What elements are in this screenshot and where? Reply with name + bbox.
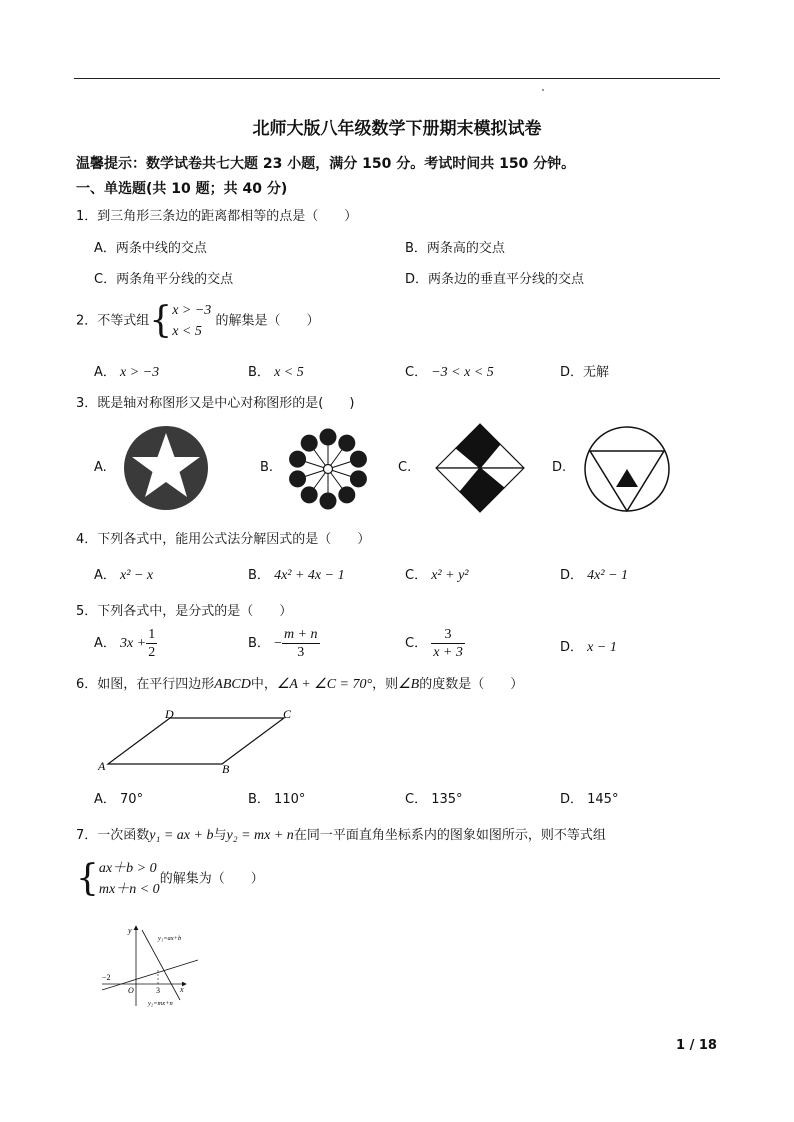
q3-option-c: C. — [398, 460, 412, 475]
q2-option-a-label: A． — [94, 365, 116, 380]
q5-option-d — [560, 636, 617, 656]
q6-stem — [76, 673, 523, 693]
q5-option-b — [248, 626, 320, 661]
q5-option-a-label: A． — [94, 636, 116, 651]
q1-option-d: D．两条边的垂直平分线的交点 — [405, 272, 585, 287]
q5-option-d-label: D． — [560, 640, 584, 655]
fraction-denominator: 2 — [148, 645, 156, 660]
ring-circle — [301, 435, 318, 452]
q7-stem-text: 7．一次函数 — [76, 828, 150, 843]
vertex-label-a: A — [98, 759, 106, 773]
q7-function-1: y₁ = ax + b — [149, 828, 214, 843]
q6-stem-text: 的度数是（ ） — [419, 677, 524, 692]
star-in-circle-figure — [123, 425, 209, 511]
q6-option-c: C． 135° — [405, 792, 463, 807]
ring-circle — [350, 470, 367, 487]
tick-label-neg2: −2 — [102, 973, 111, 982]
q1-stem: 1．到三角形三条边的距离都相等的点是（ ） — [76, 209, 358, 224]
q7-system — [99, 858, 160, 900]
page-title: 北师大版八年级数学下册期末模拟试卷 — [252, 119, 542, 139]
q5-option-c — [405, 626, 465, 661]
q3-option-b: B. — [260, 460, 274, 475]
q3-option-a: A. — [94, 460, 107, 475]
ring-circle — [289, 470, 306, 487]
tick-label-3: 3 — [156, 986, 160, 995]
origin-label: O — [128, 986, 134, 995]
q6-stem-text: ，则 — [372, 677, 399, 692]
q3-option-d: D. — [552, 460, 567, 475]
q2-option-a-math: x > −3 — [120, 365, 160, 380]
q2-suffix: 的解集是（ ） — [215, 313, 320, 329]
q2-sys-line2: x < 5 — [172, 324, 202, 339]
q6-math-angle-b: ∠B — [398, 677, 420, 692]
q7-sys-line2: mx＋n < 0 — [98, 882, 160, 897]
q2-option-b-math: x < 5 — [274, 365, 304, 380]
q1-option-b: B．两条高的交点 — [405, 241, 505, 256]
q6-math-abcd: ABCD — [214, 677, 251, 692]
q6-math-angles: ∠A + ∠C = 70° — [276, 677, 373, 692]
q4-option-c — [405, 564, 469, 584]
fraction-denominator: x + 3 — [433, 645, 463, 660]
q6-option-a: A． 70° — [94, 792, 144, 807]
header-dot — [542, 89, 544, 91]
q6-option-b: B． 110° — [248, 792, 306, 807]
ring-circle — [320, 493, 337, 510]
fraction-numerator: 3 — [431, 626, 465, 644]
q5-option-a — [94, 626, 157, 661]
ring-circle — [289, 451, 306, 468]
page-number: 1 / 18 — [676, 1038, 717, 1053]
q5-option-b-label: B． — [248, 636, 270, 651]
q4-option-b-label: B． — [248, 568, 270, 583]
q4-option-a-math: x² − x — [120, 568, 154, 583]
parallelogram-figure — [96, 706, 302, 776]
q7-stem-text: 在同一平面直角坐标系内的图象如图所示，则不等式组 — [293, 828, 606, 843]
q7-sys-line1: ax＋b > 0 — [98, 861, 157, 876]
q2-option-d: D．无解 — [560, 365, 610, 380]
header-rule — [74, 78, 720, 79]
brace-icon: { — [76, 858, 99, 899]
fraction-denominator: 3 — [297, 645, 305, 660]
ring-circle — [320, 429, 337, 446]
q3-stem: 3．既是轴对称图形又是中心对称图形的是( ) — [76, 396, 355, 411]
q4-option-d-label: D． — [560, 568, 584, 583]
q2-option-a — [94, 361, 159, 381]
line-label-y1: y₁=ax+b — [158, 935, 182, 942]
q4-option-a-label: A． — [94, 568, 116, 583]
line-label-y2: y₂=mx+n — [148, 1000, 173, 1007]
q5-option-a-pre: 3x + — [120, 636, 147, 651]
section-heading: 一、单选题(共 10 题；共 40 分) — [76, 181, 288, 197]
q4-option-d — [560, 564, 628, 584]
q2-option-b-label: B． — [248, 365, 270, 380]
circle-ring-figure — [284, 425, 372, 513]
q2-stem — [76, 300, 319, 342]
q7-function-2: y₂ = mx + n — [226, 828, 294, 843]
axis-label-x: x — [180, 985, 184, 994]
q1-option-c: C．两条角平分线的交点 — [94, 272, 234, 287]
q4-option-a — [94, 564, 153, 584]
q2-prefix: 2．不等式组 — [76, 313, 150, 329]
q7-suffix: 的解集为（ ） — [159, 871, 264, 887]
q2-option-b — [248, 361, 304, 381]
ring-circle — [338, 486, 355, 503]
q5-option-b-fraction — [282, 626, 320, 661]
q4-option-b-math: 4x² + 4x − 1 — [274, 568, 345, 583]
line-y2 — [102, 960, 198, 990]
q2-sys-line1: x > −3 — [172, 303, 212, 318]
pinwheel-figure — [432, 420, 528, 516]
q2-option-c — [405, 361, 494, 381]
brace-icon: { — [149, 300, 173, 341]
q5-option-c-fraction — [431, 626, 465, 661]
vertex-label-c: C — [283, 707, 292, 721]
q1-option-a: A．两条中线的交点 — [94, 241, 207, 256]
q2-option-c-label: C． — [405, 365, 428, 380]
q6-stem-text: 6．如图，在平行四边形 — [76, 677, 215, 692]
vertex-label-b: B — [222, 762, 230, 776]
q5-option-d-math: x − 1 — [587, 640, 617, 655]
exam-tip: 温馨提示：数学试卷共七大题 23 小题，满分 150 分。考试时间共 150 分钟。 — [76, 156, 576, 172]
fraction-numerator: m + n — [283, 627, 318, 642]
q4-option-c-math: x² + y² — [431, 568, 469, 583]
q4-stem: 4．下列各式中，能用公式法分解因式的是（ ） — [76, 532, 371, 547]
fraction-numerator: 1 — [148, 627, 156, 642]
q5-stem: 5．下列各式中，是分式的是（ ） — [76, 604, 293, 619]
vertex-label-d: D — [165, 707, 174, 721]
q2-option-c-math: −3 < x < 5 — [431, 365, 494, 380]
q2-system — [172, 300, 211, 342]
q4-option-b — [248, 564, 345, 584]
q4-option-c-label: C． — [405, 568, 428, 583]
linear-functions-graph — [100, 924, 210, 1010]
q5-option-a-fraction — [146, 626, 157, 661]
q5-option-c-label: C． — [405, 636, 428, 651]
q6-stem-text: 中， — [250, 677, 277, 692]
q5-option-b-sign: − — [274, 636, 282, 651]
ring-circle — [301, 486, 318, 503]
q4-option-d-math: 4x² − 1 — [587, 568, 629, 583]
q7-system-line — [76, 858, 264, 900]
triangle-in-circle-figure — [582, 425, 672, 515]
ring-circle — [338, 435, 355, 452]
ring-circle — [350, 451, 367, 468]
axis-label-y: y — [128, 926, 132, 935]
q6-option-d: D． 145° — [560, 792, 619, 807]
q7-stem — [76, 824, 606, 844]
q7-stem-text: 与 — [213, 828, 227, 843]
